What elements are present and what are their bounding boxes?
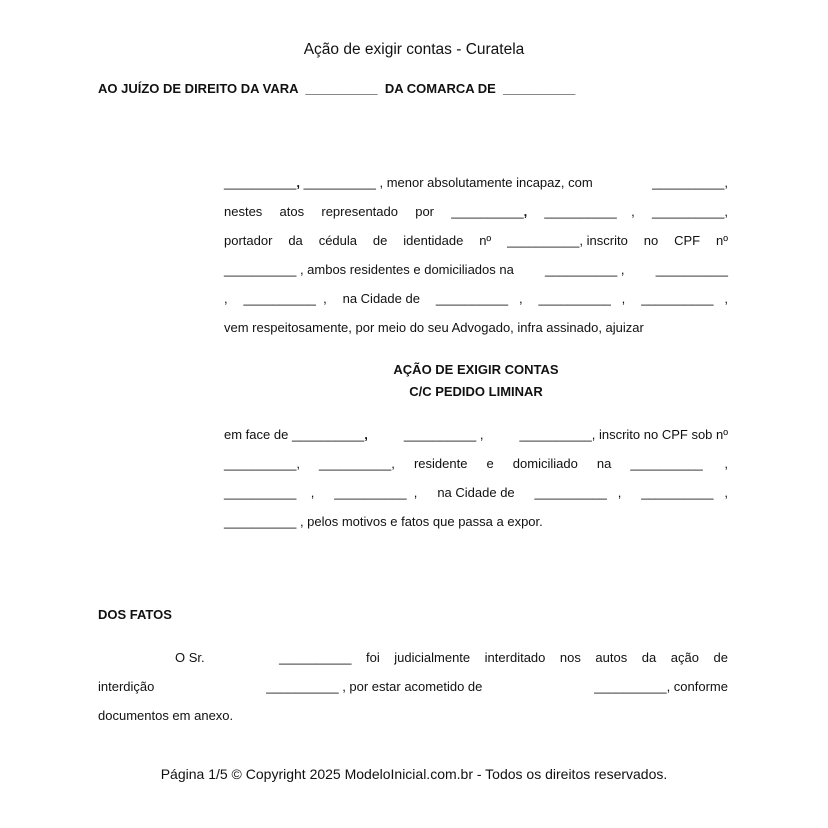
blank-field: __________ xyxy=(655,262,728,277)
blank-field: __________ xyxy=(652,204,725,219)
word: da xyxy=(288,233,303,248)
word: ação xyxy=(670,650,699,665)
word: nº xyxy=(716,233,728,248)
word: residente xyxy=(413,456,468,471)
court-address-part1: AO JUÍZO DE DIREITO DA VARA xyxy=(98,81,299,96)
facts-text-3: documentos em anexo. xyxy=(98,708,234,723)
blank-field: __________ xyxy=(630,456,703,471)
defendant-text-end: , inscrito no CPF sob nº xyxy=(591,427,728,442)
qualification-line-1: __________, __________ , menor absolutamente incapaz, com __________, xyxy=(224,175,728,190)
blank-field: __________ xyxy=(243,291,316,306)
blank-field: __________ xyxy=(435,291,509,306)
blank-field: __________ xyxy=(305,81,378,96)
qualification-text-5: na Cidade de xyxy=(342,291,420,306)
word: na xyxy=(596,456,612,471)
blank-field: __________ xyxy=(544,204,617,219)
word: de xyxy=(372,233,388,248)
section-heading-facts: DOS FATOS xyxy=(98,607,172,622)
court-address-part2: DA COMARCA DE xyxy=(384,81,496,96)
word: representado xyxy=(321,204,398,219)
qualification-line-3 xyxy=(224,233,728,248)
blank-field: __________ xyxy=(641,291,714,306)
blank-field: __________ xyxy=(303,175,376,190)
word: identidade xyxy=(403,233,464,248)
blank-field: __________ xyxy=(538,291,611,306)
word: CPF xyxy=(674,233,701,248)
word: cédula xyxy=(318,233,358,248)
word: nestes xyxy=(224,204,263,219)
facts-line-1 xyxy=(175,650,728,665)
facts-text-start: O Sr. xyxy=(175,650,205,665)
facts-line-3 xyxy=(98,708,728,723)
word: atos xyxy=(279,204,305,219)
blank-field: __________ xyxy=(224,262,297,277)
defendant-text-4: , pelos motivos e fatos que passa a expor. xyxy=(299,514,543,529)
word: autos xyxy=(595,650,628,665)
word: nos xyxy=(559,650,581,665)
blank-field: __________ xyxy=(291,427,365,442)
word: , inscrito xyxy=(579,233,628,248)
blank-field: __________ xyxy=(334,485,407,500)
blank-field: __________ xyxy=(503,81,576,96)
qualification-line-2: nestes atos representado por __________, __________ , __________, xyxy=(224,204,728,219)
court-address xyxy=(98,81,575,96)
facts-line-2 xyxy=(98,679,728,694)
page-footer: Página 1/5 © Copyright 2025 ModeloInicial.com.br - Todos os direitos reservados. xyxy=(160,766,668,782)
blank-field: __________ xyxy=(641,485,714,500)
word: no xyxy=(643,233,659,248)
blank-field: __________ xyxy=(279,650,352,665)
blank-field: __________ xyxy=(224,175,297,190)
defendant-text-3: na Cidade de xyxy=(437,485,515,500)
blank-field: __________ xyxy=(224,456,297,471)
word: por xyxy=(415,204,435,219)
facts-text-2-mid: , por estar acometido de xyxy=(342,679,483,694)
word: da xyxy=(641,650,657,665)
blank-field: __________ xyxy=(507,233,580,248)
defendant-line-2: __________, __________, residente e domiciliado na __________ , xyxy=(224,456,728,471)
word: de xyxy=(713,650,728,665)
blank-field: __________ xyxy=(544,262,618,277)
blank-field: __________ xyxy=(318,456,392,471)
action-title-line-1: AÇÃO DE EXIGIR CONTAS xyxy=(393,362,559,377)
qualification-text-4: , ambos residentes e domiciliados na xyxy=(299,262,514,277)
facts-text-2-end: , conforme xyxy=(666,679,728,694)
blank-field: __________ xyxy=(534,485,607,500)
word: judicialmente xyxy=(394,650,471,665)
qualification-line-4: __________ , ambos residentes e domiciliados na __________ , __________ xyxy=(224,262,728,277)
action-title-line-2: C/C PEDIDO LIMINAR xyxy=(409,384,543,399)
blank-field: __________ xyxy=(652,175,725,190)
blank-field: __________ xyxy=(594,679,667,694)
qualification-line-5: , __________ , na Cidade de __________ , __________ , __________ , xyxy=(224,291,728,306)
word: domiciliado xyxy=(512,456,578,471)
word: nº xyxy=(479,233,492,248)
blank-field: __________ xyxy=(403,427,477,442)
word: portador xyxy=(224,233,273,248)
blank-field: __________ xyxy=(224,485,297,500)
qualification-line-6 xyxy=(224,320,728,335)
word: interditado xyxy=(484,650,546,665)
defendant-line-4 xyxy=(224,514,728,529)
blank-field: __________ xyxy=(519,427,592,442)
document-title: Ação de exigir contas - Curatela xyxy=(303,41,525,58)
word: e xyxy=(486,456,494,471)
word: foi xyxy=(366,650,380,665)
blank-field: __________ xyxy=(224,514,297,529)
qualification-text-1: , menor absolutamente incapaz, com xyxy=(379,175,593,190)
blank-field: __________ xyxy=(266,679,339,694)
blank-field: __________ xyxy=(451,204,524,219)
qualification-text-6: vem respeitosamente, por meio do seu Advogado, infra assinado, ajuizar xyxy=(224,320,644,335)
defendant-line-1: em face de __________, __________ , __________, inscrito no CPF sob nº xyxy=(224,427,728,442)
defendant-line-3: __________ , __________ , na Cidade de __________ , __________ , xyxy=(224,485,728,500)
defendant-text-start: em face de xyxy=(224,427,289,442)
facts-text-2-start: interdição xyxy=(98,679,155,694)
